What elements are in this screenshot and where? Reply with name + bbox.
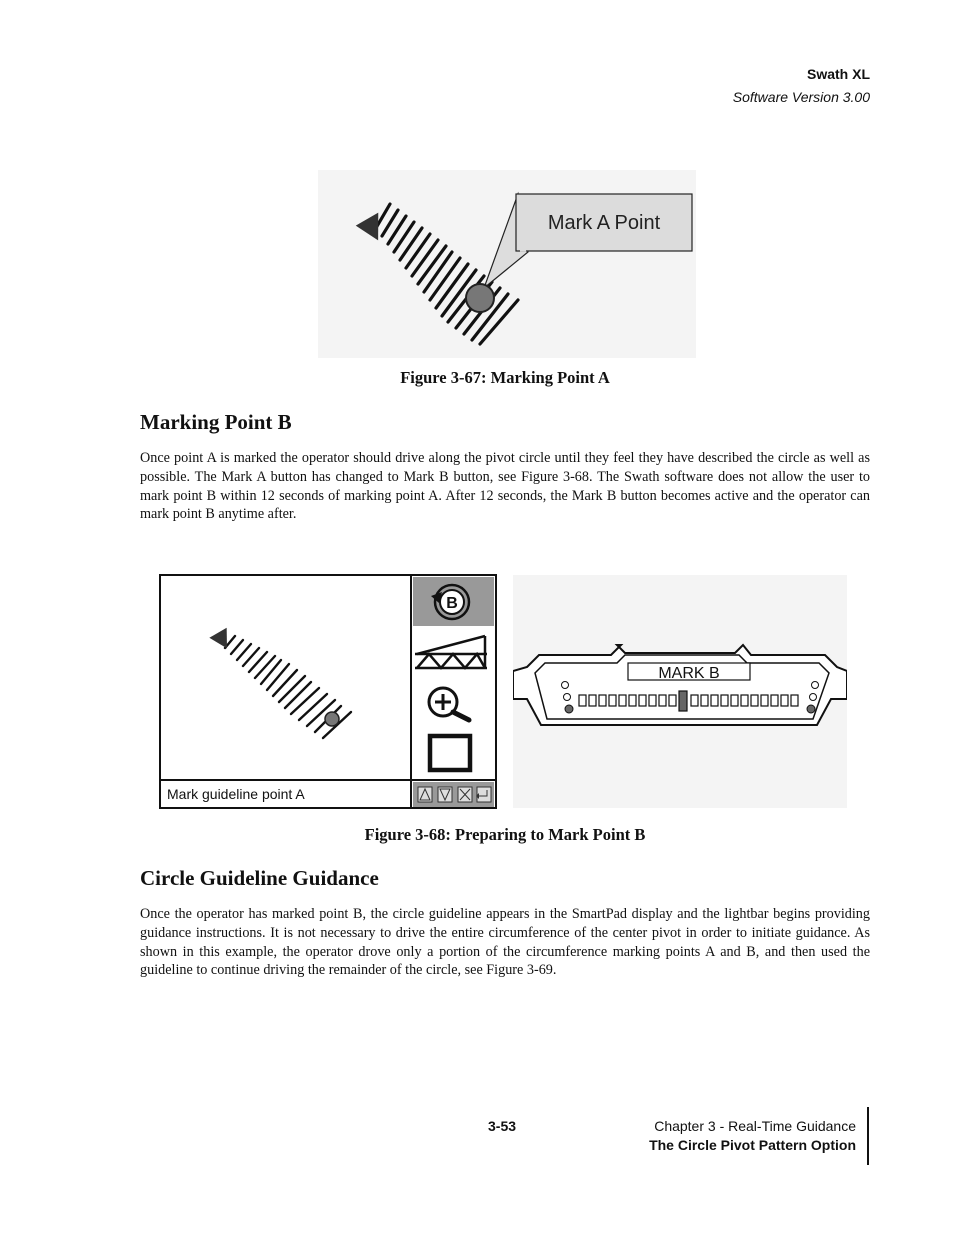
up-arrow-icon[interactable] (418, 787, 432, 802)
map-point-marker (325, 712, 339, 726)
chapter-title: Chapter 3 - Real-Time Guidance (654, 1118, 856, 1134)
lightbar-label: MARK B (658, 665, 720, 682)
section-title: The Circle Pivot Pattern Option (649, 1137, 856, 1153)
figure-mark-a-point (318, 170, 696, 358)
section-heading-circle-guideline: Circle Guideline Guidance (140, 866, 379, 890)
callout-label: Mark A Point (547, 212, 661, 234)
down-arrow-icon[interactable] (438, 787, 452, 802)
close-icon[interactable] (458, 787, 472, 802)
figure-68-caption: Figure 3-68: Preparing to Mark Point B (364, 825, 646, 844)
figure-lightbar (513, 575, 847, 808)
figure-smartpad-screen (159, 574, 497, 809)
section-paragraph-circle-guideline: Once the operator has marked point B, the circle guideline appears in the SmartPad display and the lightbar begins providing guidance instructions. It is not necessary to drive the entire circumference of the center pivot in order to initiate guidance. As shown in this example, the operator drove only a portion of the circumference marking points A and B, and then used the guideline to continue driving the remainder of the circle, see Figure 3-69. (140, 906, 870, 979)
page-number: 3-53 (488, 1118, 517, 1134)
footer-rule (867, 1107, 869, 1165)
figure-67-caption: Figure 3-67: Marking Point A (400, 368, 610, 387)
status-text: Mark guideline point A (167, 786, 305, 802)
mark-b-letter: B (446, 595, 458, 612)
document-title: Swath XL (806, 66, 870, 82)
enter-icon[interactable] (476, 787, 491, 802)
point-a-marker (466, 284, 494, 312)
software-version: Software Version 3.00 (732, 89, 870, 105)
section-heading-marking-point-b: Marking Point B (140, 410, 292, 434)
section-paragraph-marking-point-b: Once point A is marked the operator should drive along the pivot circle until they feel they have described the circle as well as possible. The Mark A button has changed to Mark B button, see Figure 3-68. The Swath software does not allow the user to mark point B within 12 seconds of marking point A. After 12 seconds, the Mark B button becomes active and the operator can mark point B anytime after. (140, 450, 870, 523)
